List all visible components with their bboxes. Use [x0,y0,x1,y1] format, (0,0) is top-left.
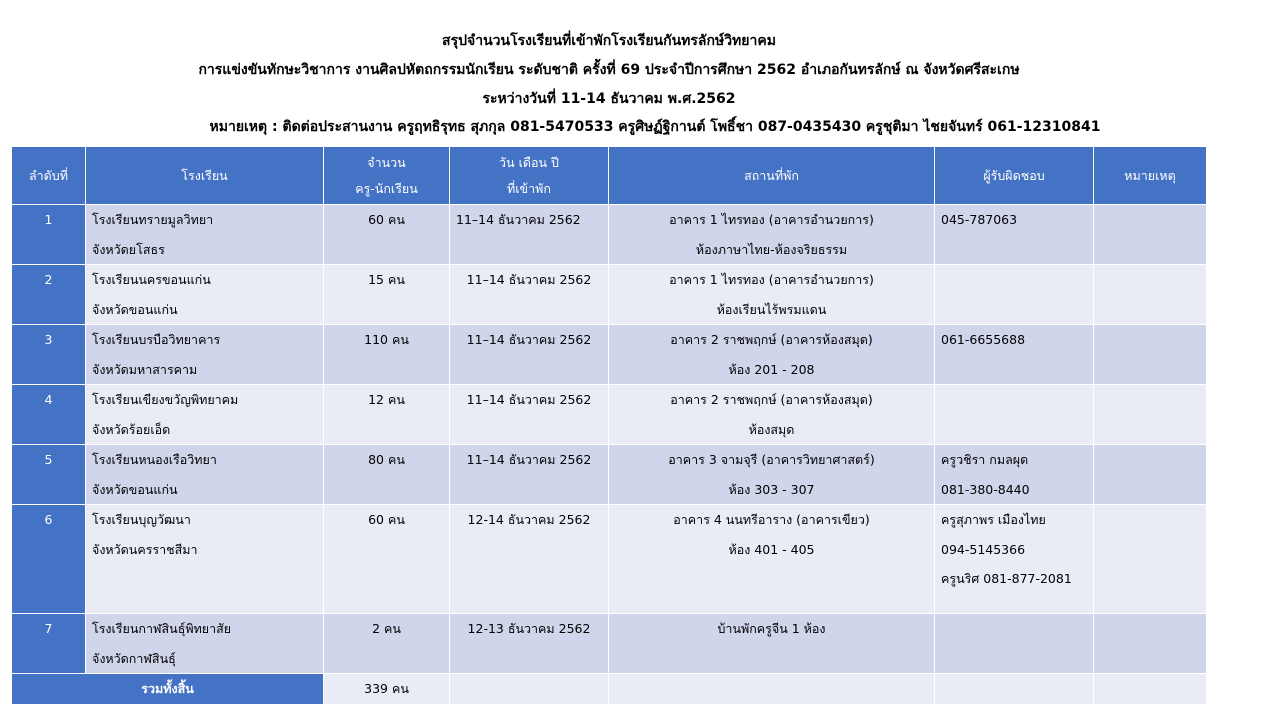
cell-place: อาคาร 4 นนทรีอาราง (อาคารเขียว) ห้อง 401 - 405 [609,505,935,614]
table-row [12,385,1207,445]
cell-school: โรงเรียนเขียงขวัญพิทยาคม จังหวัดร้อยเอ็ด [86,385,324,445]
cell-contact: ครูวชิรา กมลผุด 081-380-8440 [935,445,1094,505]
cell-school: โรงเรียนนครขอนแก่น จังหวัดขอนแก่น [86,265,324,325]
table-row [12,505,1207,614]
header-count: จำนวน ครู-นักเรียน [324,147,450,205]
cell-count: 12 คน [324,385,450,445]
cell-date: 11–14 ธันวาคม 2562 [450,325,609,385]
table-header-row [12,147,1207,205]
cell-no: 3 [12,325,86,385]
cell-school: โรงเรียนบรบือวิทยาคาร จังหวัดมหาสารคาม [86,325,324,385]
cell-count: 15 คน [324,265,450,325]
header-contact: ผู้รับผิดชอบ [935,147,1094,205]
cell-no: 4 [12,385,86,445]
total-empty-cell [935,674,1094,705]
total-count: 339 คน [324,674,450,705]
report-subtitle: การแข่งขันทักษะวิชาการ งานศิลปหัตถกรรมนักเรียน ระดับชาติ ครั้งที่ 69 ประจำปีการศึกษา 2562 อำเภอกันทรลักษ์ ณ จังหวัดศรีสะเกษ [198,62,1020,78]
table-row [12,325,1207,385]
cell-date: 11–14 ธันวาคม 2562 [450,265,609,325]
cell-note [1094,614,1207,674]
total-empty-cell [1094,674,1207,705]
cell-place: อาคาร 2 ราชพฤกษ์ (อาคารห้องสมุด) ห้องสมุด [609,385,935,445]
cell-contact [935,265,1094,325]
cell-contact: 061-6655688 [935,325,1094,385]
total-empty-cell [609,674,935,705]
total-row [12,674,1207,705]
cell-date: 12-14 ธันวาคม 2562 [450,505,609,614]
table-row [12,265,1207,325]
cell-place: อาคาร 3 จามจุรี (อาคารวิทยาศาสตร์) ห้อง 303 - 307 [609,445,935,505]
table-row [12,205,1207,265]
header-place: สถานที่พัก [609,147,935,205]
cell-count: 110 คน [324,325,450,385]
accommodation-table [11,146,1207,705]
total-label: รวมทั้งสิ้น [12,674,324,705]
header-school: โรงเรียน [86,147,324,205]
cell-note [1094,325,1207,385]
cell-no: 5 [12,445,86,505]
cell-place: อาคาร 2 ราชพฤกษ์ (อาคารห้องสมุด) ห้อง 201 - 208 [609,325,935,385]
cell-date: 11–14 ธันวาคม 2562 [450,385,609,445]
cell-place: อาคาร 1 ไทรทอง (อาคารอำนวยการ) ห้องภาษาไทย-ห้องจริยธรรม [609,205,935,265]
header-note: หมายเหตุ [1094,147,1207,205]
cell-school: โรงเรียนบุญวัฒนา จังหวัดนครราชสีมา [86,505,324,614]
cell-no: 1 [12,205,86,265]
cell-contact [935,614,1094,674]
cell-count: 60 คน [324,205,450,265]
cell-contact: ครูสุภาพร เมืองไทย 094-5145366 ครูนริศ 081-877-2081 [935,505,1094,614]
cell-place: บ้านพักครูจีน 1 ห้อง [609,614,935,674]
cell-date: 11–14 ธันวาคม 2562 [450,205,609,265]
cell-count: 60 คน [324,505,450,614]
cell-note [1094,385,1207,445]
table-row [12,445,1207,505]
cell-contact [935,385,1094,445]
cell-date: 12-13 ธันวาคม 2562 [450,614,609,674]
report-title: สรุปจำนวนโรงเรียนที่เข้าพักโรงเรียนกันทรลักษ์วิทยาคม [442,33,776,49]
cell-note [1094,445,1207,505]
header-no: ลำดับที่ [12,147,86,205]
cell-no: 6 [12,505,86,614]
header-date: วัน เดือน ปี ที่เข้าพัก [450,147,609,205]
cell-no: 2 [12,265,86,325]
cell-contact: 045-787063 [935,205,1094,265]
cell-school: โรงเรียนทรายมูลวิทยา จังหวัดยโสธร [86,205,324,265]
cell-school: โรงเรียนหนองเรือวิทยา จังหวัดขอนแก่น [86,445,324,505]
cell-date: 11–14 ธันวาคม 2562 [450,445,609,505]
contact-note: หมายเหตุ : ติดต่อประสานงาน ครูฤทธิรุทธ สุภกุล 081-5470533 ครูศิษฏ์ฐิกานต์ โพธิ์ชา 087-0435430 ครูชุติมา ไชยจันทร์ 061-12310841 [209,119,1101,135]
report-date-range: ระหว่างวันที่ 11-14 ธันวาคม พ.ศ.2562 [482,91,736,107]
cell-count: 2 คน [324,614,450,674]
cell-note [1094,265,1207,325]
cell-note [1094,505,1207,614]
cell-count: 80 คน [324,445,450,505]
cell-note [1094,205,1207,265]
total-empty-cell [450,674,609,705]
table-row [12,614,1207,674]
cell-school: โรงเรียนกาฬสินธุ์พิทยาสัย จังหวัดกาฬสินธุ์ [86,614,324,674]
cell-no: 7 [12,614,86,674]
cell-place: อาคาร 1 ไทรทอง (อาคารอำนวยการ) ห้องเรียนไร้พรมแดน [609,265,935,325]
